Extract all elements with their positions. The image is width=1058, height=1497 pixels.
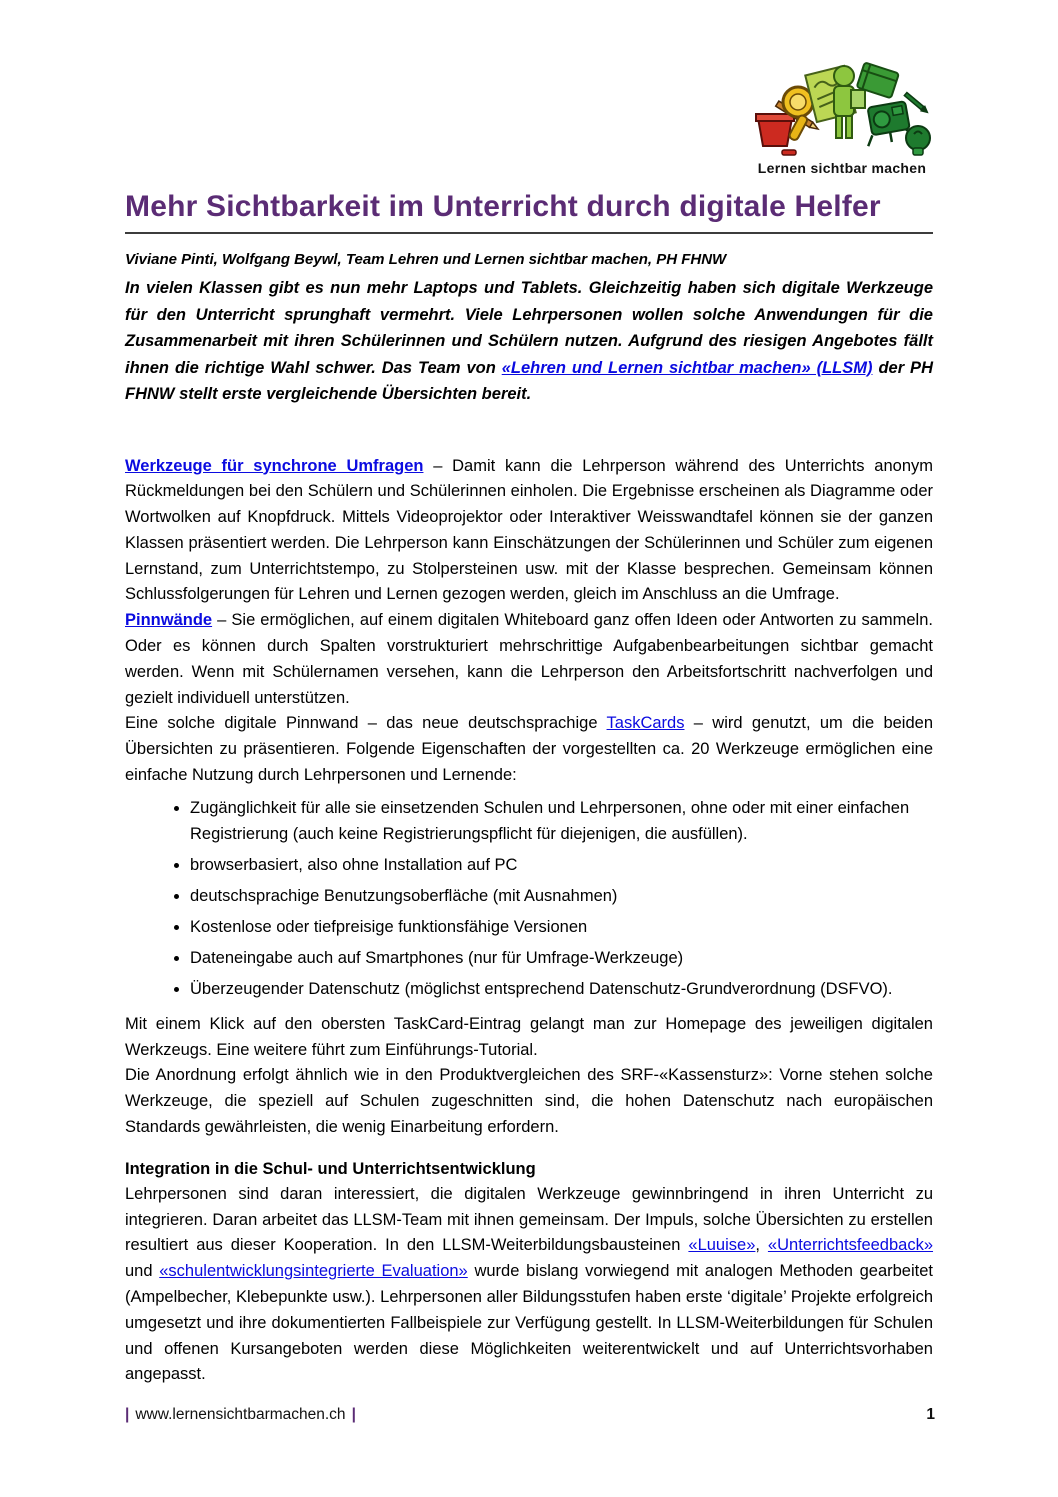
lsm-logo bbox=[747, 62, 937, 176]
list-item: • deutschsprachige Benutzungsoberfläche (mit Ausnahmen) bbox=[190, 883, 933, 909]
list-item: • Dateneingabe auch auf Smartphones (nur für Umfrage-Werkzeuge) bbox=[190, 945, 933, 971]
intro-text-before: In vielen Klassen gibt es nun mehr Laptops und Tablets. Gleichzeitig haben sich digitale Werkzeuge für den Unterricht sprunghaft vermehrt. Viele Lehrpersonen wollen solche Anwendungen für die Zusammenarbeit mit ihren Schülerinnen und Schülern nutzen. Aufgrund des riesigen Angebotes fällt ihnen die richtige Wahl schwer. Das Team von bbox=[125, 279, 933, 377]
properties-list bbox=[125, 795, 933, 1002]
klick-paragraph: Mit einem Klick auf den obersten TaskCard-Eintrag gelangt man zur Homepage des jeweiligen digitalen Werkzeugs. Eine weitere führt zum Einführungs-Tutorial. bbox=[125, 1014, 933, 1059]
taskcards-text-before: Eine solche digitale Pinnwand – das neue deutschsprachige bbox=[125, 714, 607, 733]
page-footer bbox=[125, 1404, 935, 1426]
anordnung-paragraph: Die Anordnung erfolgt ähnlich wie in den Produktvergleichen des SRF-«Kassensturz»: Vorne stehen solche Werkzeuge, die speziell auf Schulen zugeschnitten sind, die hohen Datenschutz nach europäischen Standards gewährleisten, die wenig Einarbeitung erfordern. bbox=[125, 1066, 933, 1137]
footer-url[interactable]: www.lernensichtbarmachen.ch bbox=[135, 1406, 346, 1423]
spacer bbox=[125, 408, 933, 454]
lsm-logo-art bbox=[752, 62, 932, 158]
umfragen-text: – Damit kann die Lehrperson während des Unterrichts anonym Rückmeldungen bei den Schülern und Schülerinnen einholen. Die Ergebnisse erscheinen als Diagramme oder Wortwolken auf Knopfdruck. Mittels Videoprojektor oder Interaktiver Weisswandtafel können sie der ganzen Klassen präsentiert werden. Die Lehrperson kann Einschätzungen der Schülerinnen und Schüler zum eigenen Lernstand, zum Unterrichtstempo, zu Stolpersteinen usw. mit der Klasse besprechen. Gemeinsam können Schlussfolgerungen für Lehren und Lernen gezogen werden, gleich im Anschluss an die Umfrage. bbox=[125, 456, 933, 604]
page-title: Mehr Sichtbarkeit im Unterricht durch digitale Helfer bbox=[125, 190, 881, 223]
spacer bbox=[125, 1141, 933, 1156]
integration-heading: Integration in die Schul- und Unterrichtsentwicklung bbox=[125, 1159, 536, 1178]
intro-paragraph bbox=[125, 275, 933, 408]
taskcards-paragraph bbox=[125, 711, 933, 788]
integration-sep1: , bbox=[755, 1236, 768, 1255]
list-item: • Kostenlose oder tiefpreisige funktionsfähige Versionen bbox=[190, 914, 933, 940]
footer-site bbox=[125, 1404, 356, 1426]
luuise-link[interactable]: «Luuise» bbox=[688, 1236, 756, 1255]
list-item: • browserbasiert, also ohne Installation auf PC bbox=[190, 852, 933, 878]
taskcards-text-after: – wird genutzt, um die beiden Übersichten zu präsentieren. Folgende Eigenschaften der vorgestellten ca. 20 Werkzeuge ermöglichen eine einfache Nutzung durch Lehrpersonen und Lernende: bbox=[125, 714, 934, 785]
umfragen-link[interactable]: Werkzeuge für synchrone Umfragen bbox=[125, 456, 424, 475]
footer-pipe-right: | bbox=[351, 1406, 356, 1423]
pinnwaende-link[interactable]: Pinnwände bbox=[125, 611, 213, 630]
pinnwaende-paragraph bbox=[125, 608, 933, 711]
list-item: • Zugänglichkeit für alle sie einsetzenden Schulen und Lehrpersonen, ohne oder mit einer einfachen Registrierung (auch keine Registrierungspflicht für diejenigen, die ausfüllen). bbox=[190, 795, 933, 847]
integration-sep2: und bbox=[125, 1262, 160, 1281]
taskcards-link[interactable]: TaskCards bbox=[606, 714, 685, 733]
title-rule bbox=[125, 232, 933, 234]
document-body bbox=[125, 188, 933, 1388]
integration-text-before: Lehrpersonen sind daran interessiert, die digitalen Werkzeuge gewinnbringend in ihren Unterricht zu integrieren. Daran arbeitet das LLSM-Team mit ihnen gemeinsam. Der Impuls, solche Übersichten zu erstellen resultiert aus dieser Kooperation. In den LLSM-Weiterbildungsbausteinen bbox=[125, 1184, 933, 1255]
unterrichtsfeedback-link[interactable]: «Unterrichtsfeedback» bbox=[767, 1236, 934, 1255]
integration-paragraph bbox=[125, 1182, 933, 1388]
pinnwaende-text: – Sie ermöglichen, auf einem digitalen Whiteboard ganz offen Ideen oder Antworten zu sammeln. Oder es können durch Spalten vorstrukturiert mehrschrittige Aufgabenbearbeitungen sichtbar gemacht werden. Wenn mit Schülernamen versehen, kann die Lehrperson den Arbeitsfortschritt nachverfolgen und gezielt individuell unterstützen. bbox=[125, 611, 933, 707]
page-number: 1 bbox=[926, 1406, 935, 1423]
footer-pipe-left: | bbox=[125, 1406, 130, 1423]
byline: Viviane Pinti, Wolfgang Beywl, Team Lehren und Lernen sichtbar machen, PH FHNW bbox=[125, 251, 727, 268]
intro-text-after: der PH FHNW stellt erste vergleichende Übersichten bereit. bbox=[125, 358, 933, 403]
list-item: • Überzeugender Datenschutz (möglichst entsprechend Datenschutz-Grundverordnung (DSFVO). bbox=[190, 976, 933, 1002]
logo-caption: Lernen sichtbar machen bbox=[757, 160, 927, 176]
lightbulb-icon bbox=[906, 126, 930, 155]
evaluation-link[interactable]: «schulentwicklungsintegrierte Evaluation» bbox=[159, 1262, 468, 1281]
llsm-link[interactable]: «Lehren und Lernen sichtbar machen» (LLSM) bbox=[501, 358, 873, 377]
integration-text-after: wurde bislang vorwiegend mit analogen Methoden gearbeitet (Ampelbecher, Klebepunkte usw.). Lehrpersonen aller Bildungsstufen haben erste ‘digitale’ Projekte erfolgreich umgesetzt und ihre dokumentierten Fallbeispiele zur Verfügung gestellt. In LLSM-Weiterbildungen für Schulen und offenen Kursangeboten werden diese Möglichkeiten weiterentwickelt und auf Unterrichtsvorhaben angepasst. bbox=[125, 1262, 933, 1384]
umfragen-paragraph bbox=[125, 454, 933, 609]
